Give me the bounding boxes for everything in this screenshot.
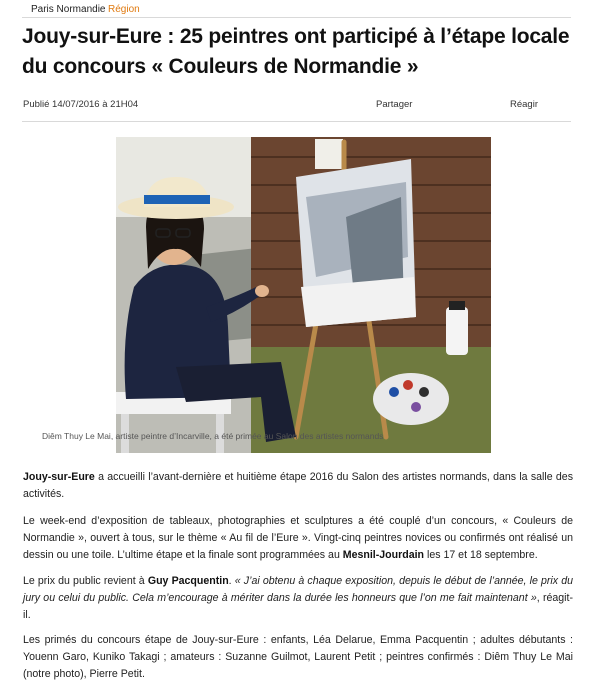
photo-caption: Diêm Thuy Le Mai, artiste peintre d’Incarville, a été primée au Salon des artistes normands [42, 431, 384, 441]
paragraph-1 [23, 469, 573, 503]
top-navigation [0, 0, 591, 18]
paragraph-1-text: a accueilli l’avant-dernière et huitième étape 2016 du Salon des artistes normands, dans la salle des activités. [23, 471, 573, 500]
photo-illustration [116, 137, 491, 453]
breadcrumb-region-link[interactable]: Région [108, 4, 140, 15]
article-title: Jouy-sur-Eure : 25 peintres ont participé à l’étape locale du concours « Couleurs de Normandie » [22, 25, 570, 78]
react-button[interactable]: Réagir [510, 99, 538, 110]
paragraph-3-quote: « J’ai obtenu à chaque exposition, depuis le début de l’année, le prix du jury ou celui du public. Cela m’encourage à mériter dans la durée les honneurs que l’on me fait maintenant » [23, 575, 573, 604]
paragraph-1-bold[interactable]: Jouy-sur-Eure [23, 471, 95, 483]
paragraph-3-text-1: Le prix du public revient à [23, 575, 148, 587]
meta-divider [22, 121, 571, 122]
breadcrumb-department-link[interactable]: Paris Normandie [31, 4, 106, 15]
paragraph-3-text-3: , réagit-il. [23, 592, 573, 621]
publish-date: Publié 14/07/2016 à 21H04 [23, 99, 139, 110]
paragraph-2-bold[interactable]: Mesnil-Jourdain [342, 549, 425, 561]
paragraph-2-text-2: les 17 et 18 septembre. [424, 549, 538, 561]
paragraph-2-text-1: Le week-end d’exposition de tableaux, photographies et sculptures a été couplé d’un concours, « Couleurs de Normandie », ouvert à tous, sur le thème « Au fil de l’Eure ». Vingt-cinq peintres novices ou confirmés ont réalisé un dessin ou une toile. L’ultime étape et la finale sont programmées au [23, 515, 573, 561]
paragraph-3-bold[interactable]: Guy Pacquentin [147, 575, 229, 587]
paragraph-3 [23, 573, 573, 624]
top-divider [22, 17, 571, 18]
article-photo [116, 137, 491, 453]
paragraph-4: Les primés du concours étape de Jouy-sur-Eure : enfants, Léa Delarue, Emma Pacquentin ; adultes débutants : Youenn Garo, Kuniko Takagi ; amateurs : Suzanne Guilmot, Laurent Petit ; peintres confirmés : Diêm Thuy Le Mai (notre photo), Pierre Petit. [23, 634, 573, 680]
share-button[interactable]: Partager [376, 99, 413, 110]
paragraph-3-text-2: . [228, 575, 235, 587]
paragraph-2 [23, 513, 573, 564]
